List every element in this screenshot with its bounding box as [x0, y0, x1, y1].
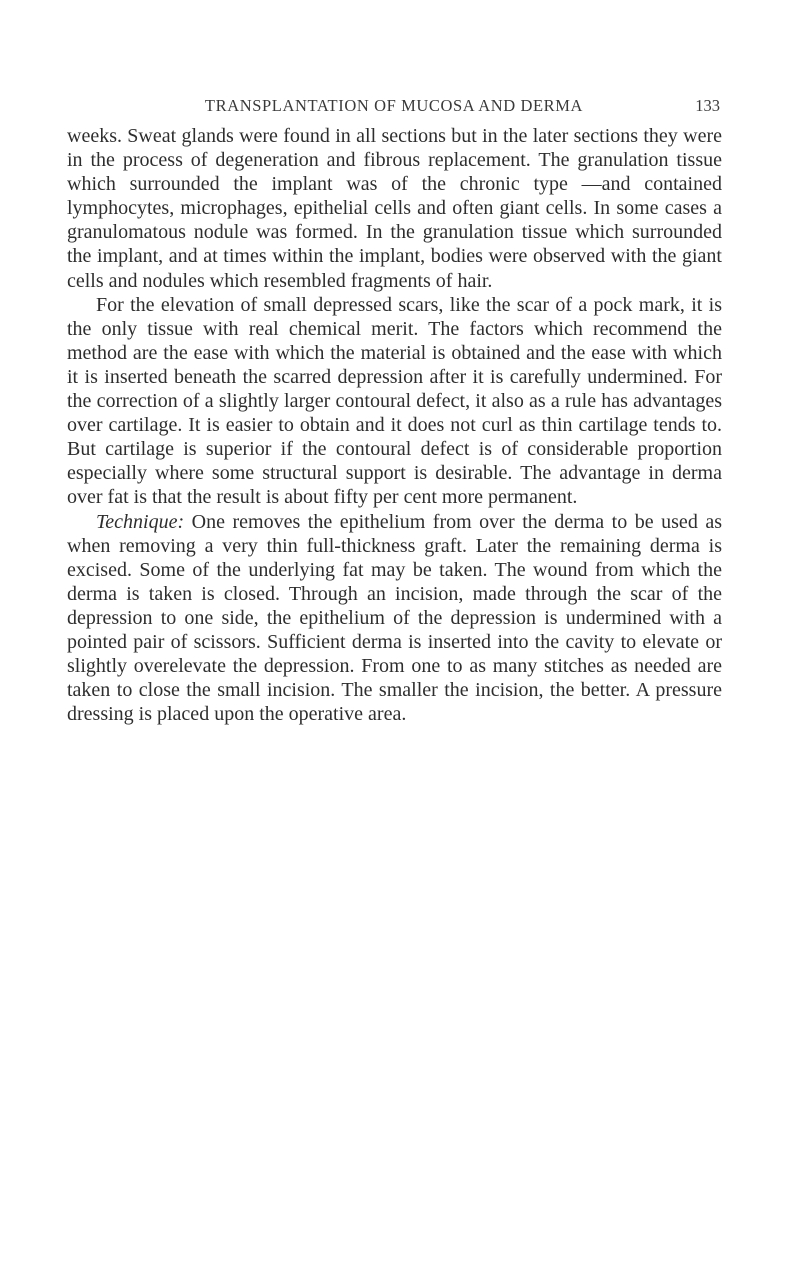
paragraph-sweat-glands — [67, 124, 722, 293]
paragraph-depressed-scars — [67, 293, 722, 510]
technique-heading: Technique: — [96, 510, 185, 533]
page-number: 133 — [695, 96, 720, 115]
paragraph-text: For the elevation of small depressed scars, like the scar of a pock mark, it is the only tissue with real chemical merit. The factors which recommend the method are the ease with which the material is obtained and the ease with which it is inserted beneath the scarred depression after it is carefully undermined. For the correction of a slightly larger contoural defect, it also as a rule has advantages over cartilage. It is easier to obtain and it does not curl as thin cartilage tends to. But cartilage is superior if the contoural defect is of considerable proportion especially where some structural support is desirable. The advantage in derma over fat is that the result is about fifty per cent more permanent. — [67, 293, 722, 509]
paragraph-technique — [67, 510, 722, 727]
running-head — [68, 96, 720, 118]
body-text — [67, 124, 722, 726]
running-title: TRANSPLANTATION OF MUCOSA AND DERMA — [204, 96, 584, 115]
paragraph-text: One removes the epithelium from over the derma to be used as when removing a very thin full-thickness graft. Later the remaining derma is excised. Some of the underlying fat may be taken. The wound from which the derma is taken is closed. Through an incision, made through the scar of the depression to one side, the epithelium of the depression is undermined with a pointed pair of scissors. Sufficient derma is inserted into the cavity to elevate or slightly overelevate the depression. From one to as many stitches as needed are taken to close the small incision. The smaller the incision, the better. A pressure dressing is placed upon the operative area. — [67, 510, 722, 726]
paragraph-text: weeks. Sweat glands were found in all sections but in the later sections they were in the process of degeneration and fibrous replacement. The granulation tissue which surrounded the implant was of the chronic type —and contained lymphocytes, microphages, epithelial cells and often giant cells. In some cases a granulomatous nodule was formed. In the granulation tissue which surrounded the implant, and at times within the implant, bodies were observed with the giant cells and nodules which resembled fragments of hair. — [67, 125, 722, 292]
